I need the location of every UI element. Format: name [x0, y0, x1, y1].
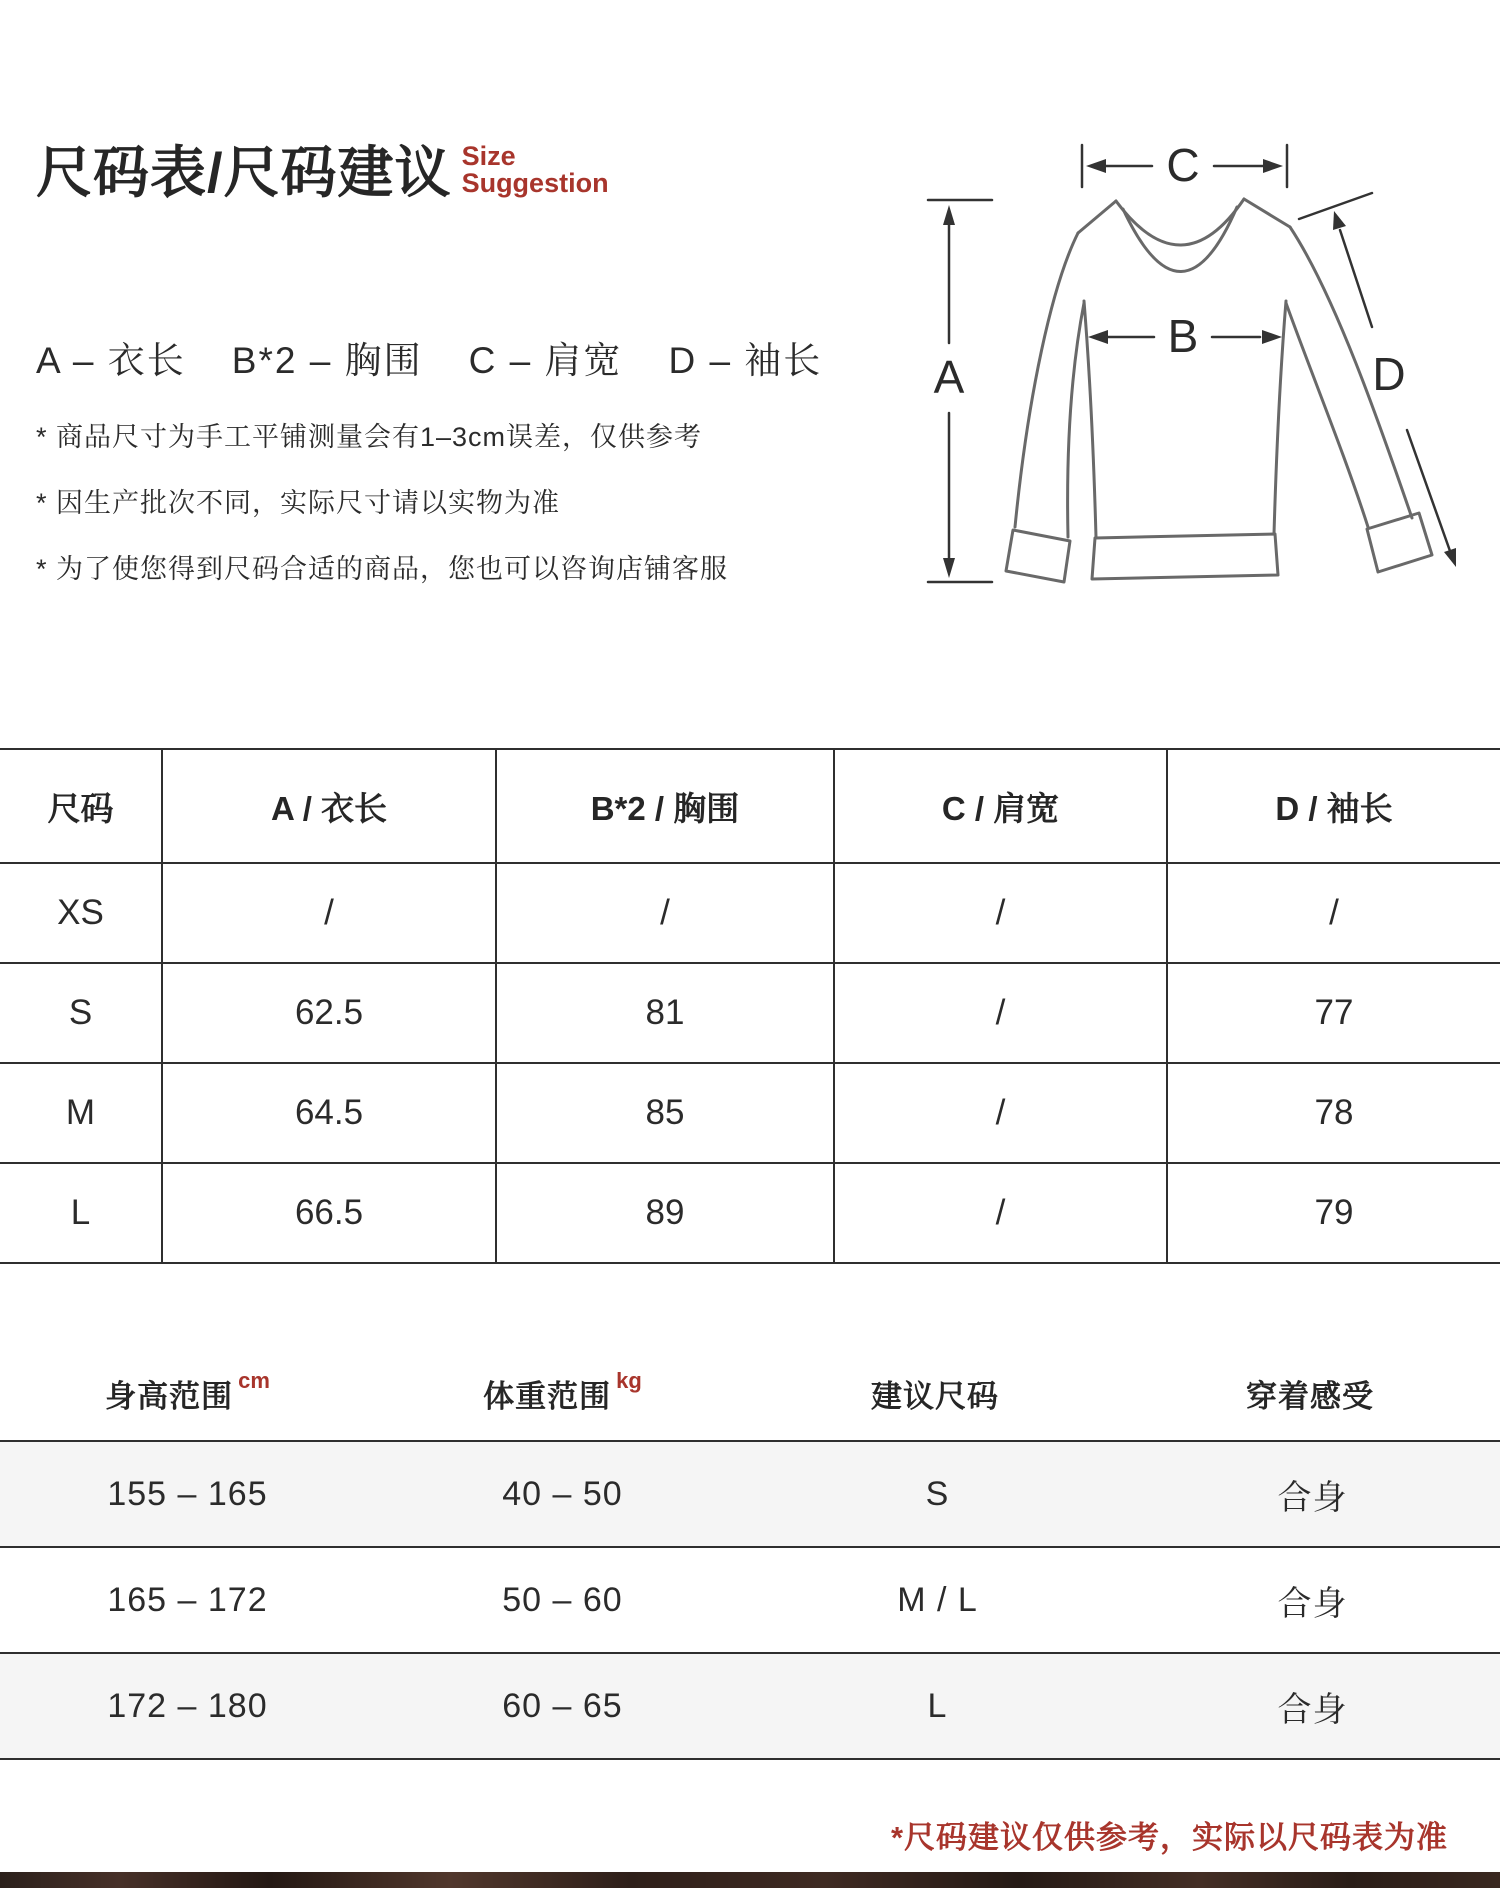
cell-sleeve: 79: [1314, 1193, 1354, 1232]
size-table-header-chest: B*2 / 胸围: [497, 750, 835, 862]
unit-kg: kg: [616, 1368, 642, 1393]
cell-chest: 85: [497, 1064, 835, 1162]
cell-chest: 81: [497, 964, 835, 1062]
cell-chest: 89: [497, 1164, 835, 1262]
legend-item-d: D – 袖长: [668, 340, 823, 381]
suggestion-table: [0, 1346, 1500, 1760]
cell-shoulder: /: [835, 964, 1168, 1062]
cell-suggested-size: M / L: [897, 1580, 978, 1619]
cell-weight-range: 40 – 50: [502, 1474, 623, 1513]
cell-fit: 合身: [1277, 1690, 1348, 1729]
cell-size: XS: [0, 864, 163, 962]
subtitle-line1: Size: [461, 140, 516, 171]
cell-shoulder: /: [835, 1064, 1168, 1162]
cell-fit: 合身: [1277, 1478, 1348, 1517]
unit-cm: cm: [238, 1368, 270, 1393]
size-table-row-s: [0, 964, 1500, 1064]
dimension-b-label: B: [1167, 310, 1199, 362]
title-row: [36, 142, 609, 204]
legend-item-b: B*2 – 胸围: [231, 340, 423, 381]
cell-length: 64.5: [163, 1064, 497, 1162]
page-title: 尺码表/尺码建议: [36, 141, 452, 204]
suggestion-header-weight: 体重范围 kg: [483, 1368, 642, 1414]
note-3: * 为了使您得到尺码合适的商品，您也可以咨询店铺客服: [36, 554, 729, 584]
size-table-row-m: [0, 1064, 1500, 1164]
suggestion-header-size: 建议尺码: [871, 1378, 999, 1414]
cell-size: L: [0, 1164, 163, 1262]
size-table-header-row: [0, 750, 1500, 864]
legend-item-c: C – 肩宽: [468, 340, 623, 381]
dimension-b: [1088, 310, 1282, 362]
cell-sleeve: 78: [1314, 1093, 1354, 1132]
cell-fit: 合身: [1277, 1584, 1348, 1623]
cell-size: M: [0, 1064, 163, 1162]
cell-shoulder: /: [835, 1164, 1168, 1262]
measurement-legend: [36, 330, 822, 384]
size-table-row-xs: [0, 864, 1500, 964]
suggestion-header-height: 身高范围 cm: [105, 1368, 270, 1414]
cell-height-range: 165 – 172: [107, 1580, 268, 1619]
footnote: *尺码建议仅供参考，实际以尺码表为准: [890, 1820, 1448, 1855]
size-table-header-shoulder: C / 肩宽: [835, 750, 1168, 862]
page-subtitle: [461, 140, 609, 204]
cell-shoulder: /: [835, 864, 1168, 962]
cell-height-range: 172 – 180: [107, 1686, 268, 1725]
sweater-outline: [1006, 199, 1432, 582]
dimension-c: [1082, 139, 1287, 191]
note-2: * 因生产批次不同，实际尺寸请以实物为准: [36, 488, 561, 518]
suggestion-header-fit: 穿着感受: [1246, 1378, 1374, 1414]
dimension-a-label: A: [933, 351, 965, 403]
cell-length: 62.5: [163, 964, 497, 1062]
suggestion-row-2: [0, 1548, 1500, 1654]
cell-suggested-size: S: [925, 1474, 950, 1513]
cell-sleeve: /: [1329, 893, 1339, 932]
suggestion-row-3: [0, 1654, 1500, 1760]
cell-suggested-size: L: [927, 1686, 948, 1725]
size-table-row-l: [0, 1164, 1500, 1264]
cell-sleeve: 77: [1314, 993, 1354, 1032]
note-1: * 商品尺寸为手工平铺测量会有1–3cm误差，仅供参考: [36, 422, 703, 452]
suggestion-row-1: [0, 1442, 1500, 1548]
cell-weight-range: 50 – 60: [502, 1580, 623, 1619]
cell-chest: /: [497, 864, 835, 962]
dimension-d: [1299, 193, 1456, 567]
dimension-a: [928, 200, 992, 582]
cell-weight-range: 60 – 65: [502, 1686, 623, 1725]
legend-item-a: A – 衣长: [36, 340, 186, 381]
cell-length: 66.5: [163, 1164, 497, 1262]
subtitle-line2: Suggestion: [461, 168, 609, 199]
notes: [36, 404, 728, 602]
cell-size: S: [0, 964, 163, 1062]
size-table-header-size: 尺码: [0, 750, 163, 862]
size-table: [0, 748, 1500, 1264]
bottom-photo-edge: [0, 1872, 1500, 1888]
cell-length: /: [163, 864, 497, 962]
cell-height-range: 155 – 165: [107, 1474, 268, 1513]
suggestion-table-header-row: [0, 1346, 1500, 1442]
size-table-header-sleeve: D / 袖长: [1275, 789, 1393, 827]
size-table-header-length: A / 衣长: [163, 750, 497, 862]
dimension-c-label: C: [1166, 139, 1200, 191]
dimension-d-label: D: [1372, 348, 1406, 400]
sweater-diagram: [920, 135, 1480, 595]
